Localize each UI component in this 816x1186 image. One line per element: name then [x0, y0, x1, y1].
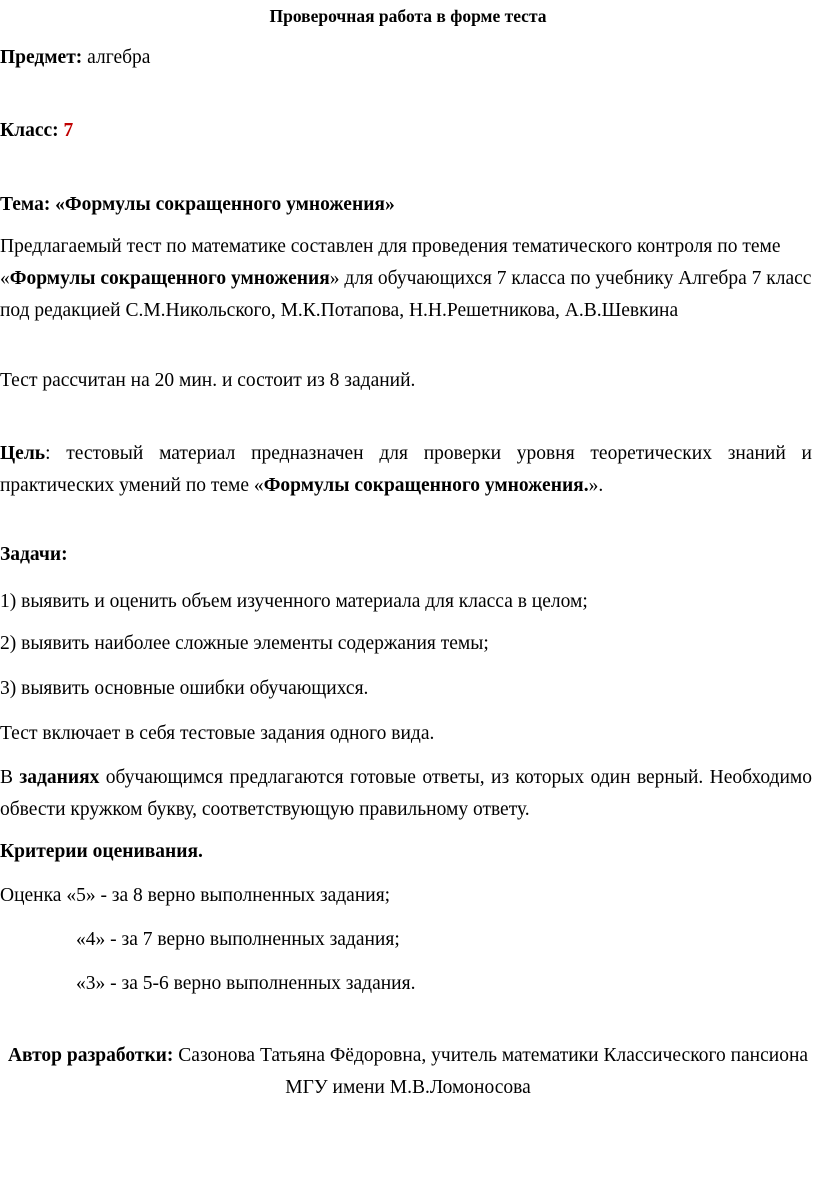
author-text: Сазонова Татьяна Фёдоровна, учитель математики Классического пансиона МГУ имени М.В.Ломоносова — [173, 1045, 809, 1098]
goal-label: Цель — [0, 443, 46, 464]
duration-line: Тест рассчитан на 20 мин. и состоит из 8 заданий. — [0, 370, 416, 391]
task-item: 1) выявить и оценить объем изученного материала для класса в целом; — [0, 591, 588, 612]
instructions-start: В — [0, 767, 20, 788]
subject-label: Предмет: — [0, 47, 83, 68]
instructions-rest: обучающимся предлагаются готовые ответы, из которых один верный. Необходимо обвести кружком букву, соответствующую правильному ответу. — [0, 767, 812, 820]
intro-text-1: Предлагаемый тест по математике составлен для проведения тематического контроля по теме « — [0, 236, 781, 289]
task-item: 2) выявить наиболее сложные элементы содержания темы; — [0, 633, 489, 654]
test-type-line: Тест включает в себя тестовые задания одного вида. — [0, 723, 435, 744]
subject-line — [0, 46, 150, 70]
tasks-heading: Задачи: — [0, 544, 68, 565]
topic-line: Тема: «Формулы сокращенного умножения» — [0, 194, 395, 215]
author-label: Автор разработки: — [7, 1045, 174, 1066]
intro-text-2: » для обучающихся 7 класса по учебнику Алгебра 7 класс под редакцией С.М.Никольского, М.К.Потапова, Н.Н.Решетникова, А.В.Шевкина — [0, 268, 812, 321]
document-title: Проверочная работа в форме теста — [269, 6, 547, 26]
instructions-paragraph — [0, 762, 812, 826]
criteria-item: «3» - за 5-6 верно выполненных задания. — [76, 973, 416, 994]
subject-value: алгебра — [82, 47, 151, 68]
class-line — [0, 119, 73, 143]
goal-end: ». — [588, 475, 604, 496]
goal-text: : тестовый материал предназначен для проверки уровня теоретических знаний и практических умений по теме « — [0, 443, 812, 496]
instructions-bold: заданиях — [19, 767, 100, 788]
task-item: 3) выявить основные ошибки обучающихся. — [0, 678, 369, 699]
author-block — [0, 1040, 816, 1104]
criteria-heading: Критерии оценивания. — [0, 841, 203, 862]
intro-topic-bold: Формулы сокращенного умножения — [9, 268, 330, 289]
class-value: 7 — [58, 120, 74, 141]
criteria-item: «4» - за 7 верно выполненных задания; — [76, 929, 400, 950]
class-label: Класс: — [0, 120, 59, 141]
criteria-item: Оценка «5» - за 8 верно выполненных задания; — [0, 885, 391, 906]
goal-paragraph — [0, 438, 812, 502]
goal-topic-bold: Формулы сокращенного умножения. — [263, 475, 589, 496]
intro-paragraph — [0, 231, 812, 327]
